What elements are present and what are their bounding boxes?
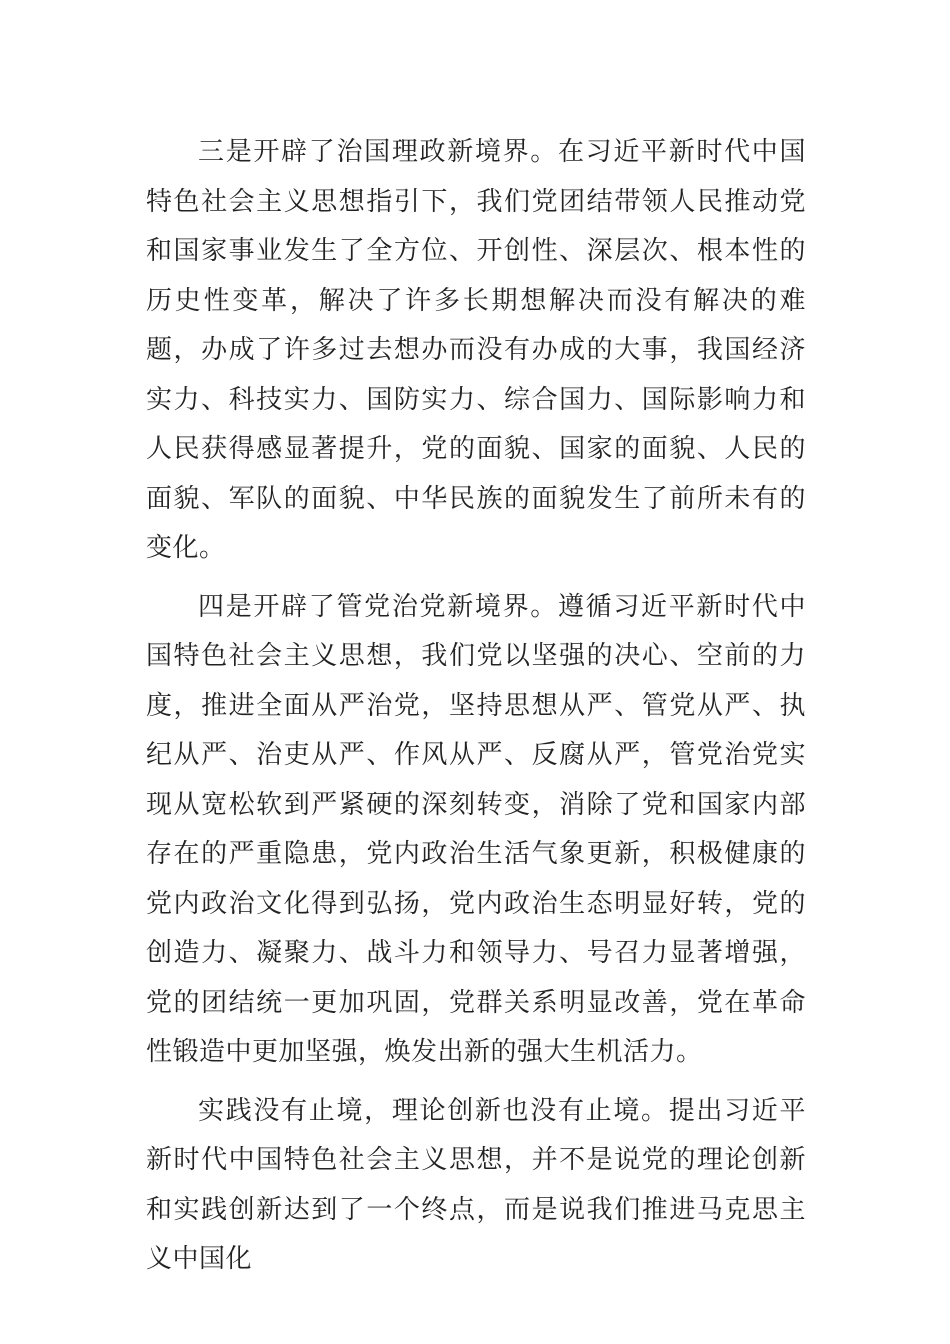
paragraph-party-discipline: 四是开辟了管党治党新境界。遵循习近平新时代中国特色社会主义思想，我们党以坚强的决心、空前的力度，推进全面从严治党，坚持思想从严、管党从严、执纪从严、治吏从严、作风从严、反腐从严，管党治党实现从宽松软到严紧硬的深刻转变，消除了党和国家内部存在的严重隐患，党内政治生活气象更新，积极健康的党内政治文化得到弘扬，党内政治生态明显好转，党的创造力、凝聚力、战斗力和领导力、号召力显著增强，党的团结统一更加巩固，党群关系明显改善，党在革命性锻造中更加坚强，焕发出新的强大生机活力。 (146, 591, 806, 1067)
paragraph-governance: 三是开辟了治国理政新境界。在习近平新时代中国特色社会主义思想指引下，我们党团结带领人民推动党和国家事业发生了全方位、开创性、深层次、根本性的历史性变革，解决了许多长期想解决而没有解决的难题，办成了许多过去想办而没有办成的大事，我国经济实力、科技实力、国防实力、综合国力、国际影响力和人民获得感显著提升，党的面貌、国家的面貌、人民的面貌、军队的面貌、中华民族的面貌发生了前所未有的变化。 (146, 137, 806, 563)
paragraph-theory-innovation: 实践没有止境，理论创新也没有止境。提出习近平新时代中国特色社会主义思想，并不是说党的理论创新和实践创新达到了一个终点，而是说我们推进马克思主义中国化 (146, 1095, 806, 1274)
document-body (146, 128, 806, 1285)
